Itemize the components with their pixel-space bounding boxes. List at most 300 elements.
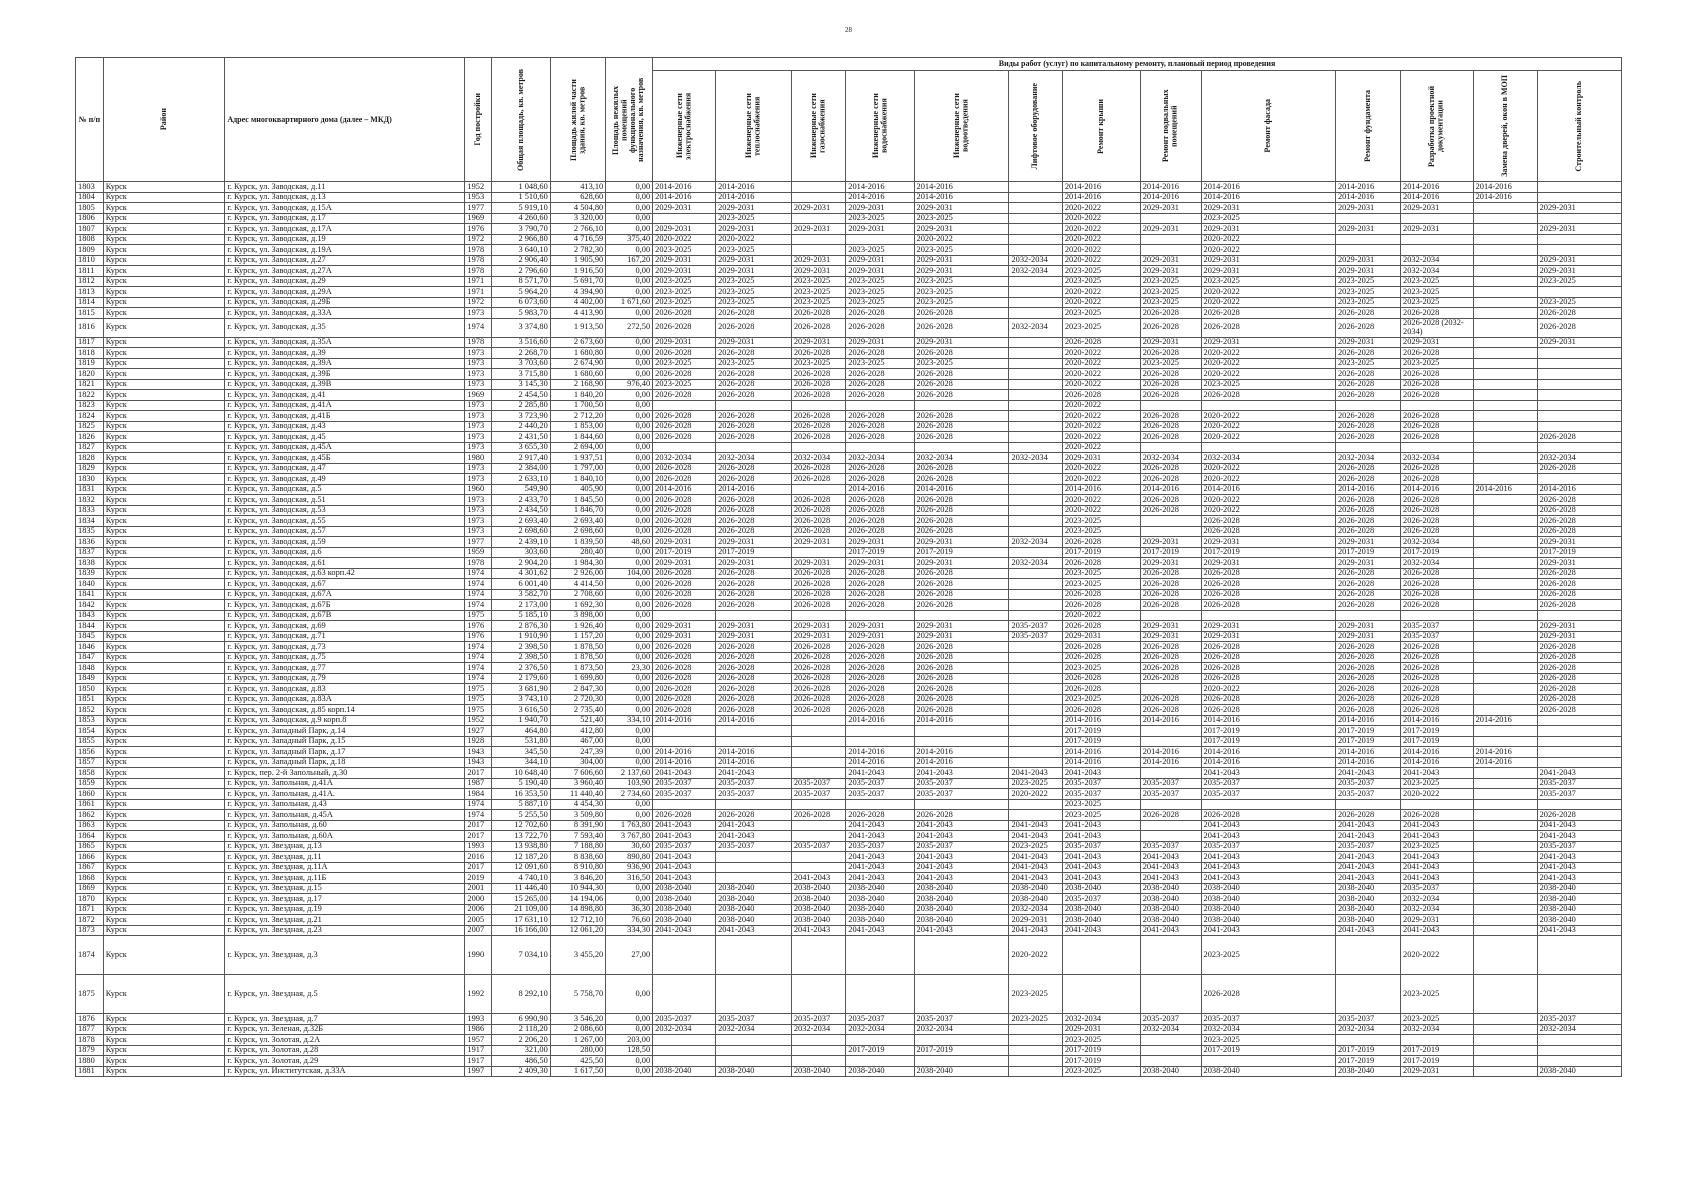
total-area-cell: 6 073,60 <box>492 297 551 308</box>
foundation-period-cell: 2026-2028 <box>1335 526 1400 537</box>
table-header <box>76 58 1622 182</box>
foundation-period-cell <box>1335 213 1400 224</box>
elevator-period-cell: 2023-2025 <box>1009 841 1062 852</box>
foundation-period-cell: 2029-2031 <box>1335 224 1400 235</box>
row-number-cell: 1872 <box>76 915 104 926</box>
sewerage-period-cell <box>914 975 1009 1014</box>
elevator-period-cell <box>1009 694 1062 705</box>
electric-period-cell: 2026-2028 <box>653 516 716 527</box>
facade-period-cell: 2023-2025 <box>1201 213 1335 224</box>
total-area-cell: 5 919,10 <box>492 203 551 214</box>
sewerage-period-cell: 2026-2028 <box>914 673 1009 684</box>
living-area-cell: 1 839,50 <box>550 537 605 548</box>
elevator-period-cell: 2041-2043 <box>1009 820 1062 831</box>
roof-period-cell: 2038-2040 <box>1062 904 1140 915</box>
total-area-cell: 344,10 <box>492 757 551 768</box>
roof-period-cell: 2023-2025 <box>1062 568 1140 579</box>
gas-period-cell: 2032-2034 <box>791 1024 845 1035</box>
address-cell: г. Курск, ул. Заводская, д.41Б <box>225 411 465 422</box>
build-year-cell: 1971 <box>465 276 492 287</box>
living-area-cell: 4 504,80 <box>550 203 605 214</box>
elevator-period-cell <box>1009 411 1062 422</box>
water-supply-period-cell: 2026-2028 <box>846 432 914 443</box>
address-cell: г. Курск, ул. Звездная, д.7 <box>225 1014 465 1025</box>
district-cell: Курск <box>103 621 225 632</box>
build-year-cell: 1974 <box>465 642 492 653</box>
sewerage-period-cell: 2014-2016 <box>914 747 1009 758</box>
water-supply-period-cell: 2017-2019 <box>846 1045 914 1056</box>
row-number-cell: 1868 <box>76 873 104 884</box>
total-area-cell: 2 376,50 <box>492 663 551 674</box>
table-row <box>76 831 1622 842</box>
address-cell: г. Курск, ул. Заводская, д.9 корп.8 <box>225 715 465 726</box>
nonresidential-area-cell: 334,30 <box>606 925 653 936</box>
table-row <box>76 820 1622 831</box>
gas-period-cell: 2026-2028 <box>791 369 845 380</box>
water-supply-period-cell: 2026-2028 <box>846 495 914 506</box>
build-year-cell: 1917 <box>465 1056 492 1067</box>
build-year-cell: 2001 <box>465 883 492 894</box>
gas-period-cell: 2038-2040 <box>791 904 845 915</box>
build-year-cell: 1973 <box>465 495 492 506</box>
address-cell: г. Курск, ул. Заводская, д.67 <box>225 579 465 590</box>
district-cell: Курск <box>103 308 225 319</box>
district-cell: Курск <box>103 558 225 569</box>
roof-period-cell: 2014-2016 <box>1062 715 1140 726</box>
construction-control-period-cell: 2041-2043 <box>1537 831 1621 842</box>
sewerage-period-cell <box>914 400 1009 411</box>
construction-control-period-cell: 2017-2019 <box>1537 547 1621 558</box>
basement-period-cell <box>1140 516 1201 527</box>
construction-control-period-cell <box>1537 442 1621 453</box>
total-area-cell: 5 255,50 <box>492 810 551 821</box>
construction-control-period-cell: 2026-2028 <box>1537 673 1621 684</box>
table-row <box>76 894 1622 905</box>
water-supply-period-cell <box>846 936 914 975</box>
electric-period-cell: 2026-2028 <box>653 421 716 432</box>
address-cell: г. Курск, ул. Звездная, д.11Б <box>225 873 465 884</box>
district-cell: Курск <box>103 495 225 506</box>
roof-period-cell <box>1062 975 1140 1014</box>
elevator-period-cell <box>1009 276 1062 287</box>
district-cell: Курск <box>103 600 225 611</box>
living-area-cell: 2 086,60 <box>550 1024 605 1035</box>
electric-period-cell: 2029-2031 <box>653 537 716 548</box>
facade-period-cell: 2020-2022 <box>1201 684 1335 695</box>
electric-period-cell: 2026-2028 <box>653 600 716 611</box>
nonresidential-area-cell: 0,00 <box>606 287 653 298</box>
doors-windows-period-cell <box>1473 432 1537 443</box>
total-area-cell: 8 292,10 <box>492 975 551 1014</box>
sewerage-period-cell: 2041-2043 <box>914 831 1009 842</box>
construction-control-period-cell: 2038-2040 <box>1537 1066 1621 1077</box>
build-year-cell: 1974 <box>465 673 492 684</box>
construction-control-period-cell <box>1537 348 1621 359</box>
living-area-cell: 1 845,50 <box>550 495 605 506</box>
foundation-period-cell: 2026-2028 <box>1335 318 1400 337</box>
table-row <box>76 600 1622 611</box>
doors-windows-period-cell: 2014-2016 <box>1473 484 1537 495</box>
construction-control-period-cell: 2038-2040 <box>1537 915 1621 926</box>
construction-control-period-cell: 2029-2031 <box>1537 558 1621 569</box>
table-row <box>76 203 1622 214</box>
electric-period-cell <box>653 400 716 411</box>
foundation-period-cell: 2017-2019 <box>1335 1056 1400 1067</box>
heating-period-cell: 2038-2040 <box>716 1066 792 1077</box>
doors-windows-period-cell <box>1473 705 1537 716</box>
heating-period-cell: 2026-2028 <box>716 526 792 537</box>
elevator-period-cell: 2023-2025 <box>1009 1014 1062 1025</box>
foundation-period-cell: 2038-2040 <box>1335 883 1400 894</box>
header-works-group: Виды работ (услуг) по капитальному ремонту, плановый период проведения <box>653 58 1622 71</box>
nonresidential-area-cell: 0,00 <box>606 266 653 277</box>
total-area-cell: 5 964,20 <box>492 287 551 298</box>
construction-control-period-cell <box>1537 287 1621 298</box>
district-cell: Курск <box>103 297 225 308</box>
sewerage-period-cell: 2014-2016 <box>914 182 1009 193</box>
basement-period-cell: 2014-2016 <box>1140 484 1201 495</box>
facade-period-cell: 2020-2022 <box>1201 474 1335 485</box>
roof-period-cell: 2014-2016 <box>1062 484 1140 495</box>
water-supply-period-cell: 2029-2031 <box>846 558 914 569</box>
row-number-cell: 1837 <box>76 547 104 558</box>
gas-period-cell: 2026-2028 <box>791 411 845 422</box>
table-row <box>76 474 1622 485</box>
construction-control-period-cell: 2026-2028 <box>1537 663 1621 674</box>
build-year-cell: 1992 <box>465 975 492 1014</box>
basement-period-cell: 2014-2016 <box>1140 182 1201 193</box>
table-row <box>76 276 1622 287</box>
heating-period-cell: 2023-2025 <box>716 358 792 369</box>
row-number-cell: 1820 <box>76 369 104 380</box>
construction-control-period-cell <box>1537 379 1621 390</box>
build-year-cell: 1943 <box>465 747 492 758</box>
doors-windows-period-cell <box>1473 810 1537 821</box>
elevator-period-cell: 2032-2034 <box>1009 558 1062 569</box>
construction-control-period-cell: 2026-2028 <box>1537 652 1621 663</box>
gas-period-cell <box>791 831 845 842</box>
gas-period-cell: 2026-2028 <box>791 516 845 527</box>
build-year-cell: 1975 <box>465 610 492 621</box>
row-number-cell: 1844 <box>76 621 104 632</box>
electric-period-cell: 2023-2025 <box>653 276 716 287</box>
table-row <box>76 841 1622 852</box>
basement-period-cell <box>1140 610 1201 621</box>
nonresidential-area-cell: 0,00 <box>606 474 653 485</box>
electric-period-cell: 2014-2016 <box>653 192 716 203</box>
facade-period-cell: 2026-2028 <box>1201 694 1335 705</box>
basement-period-cell: 2029-2031 <box>1140 631 1201 642</box>
living-area-cell: 12 061,20 <box>550 925 605 936</box>
build-year-cell: 1927 <box>465 726 492 737</box>
construction-control-period-cell: 2023-2025 <box>1537 276 1621 287</box>
roof-period-cell: 2026-2028 <box>1062 652 1140 663</box>
heating-period-cell: 2041-2043 <box>716 768 792 779</box>
gas-period-cell: 2026-2028 <box>791 348 845 359</box>
header-sewerage: Инженерные сети водоотведения <box>914 71 1009 182</box>
row-number-cell: 1805 <box>76 203 104 214</box>
basement-period-cell: 2014-2016 <box>1140 747 1201 758</box>
living-area-cell: 7 188,80 <box>550 841 605 852</box>
facade-period-cell: 2026-2028 <box>1201 318 1335 337</box>
living-area-cell: 5 758,70 <box>550 975 605 1014</box>
doors-windows-period-cell <box>1473 234 1537 245</box>
roof-period-cell: 2023-2025 <box>1062 799 1140 810</box>
sewerage-period-cell: 2014-2016 <box>914 715 1009 726</box>
total-area-cell: 321,00 <box>492 1045 551 1056</box>
gas-period-cell: 2026-2028 <box>791 589 845 600</box>
district-cell: Курск <box>103 1066 225 1077</box>
roof-period-cell: 2041-2043 <box>1062 852 1140 863</box>
heating-period-cell: 2029-2031 <box>716 537 792 548</box>
total-area-cell: 531,80 <box>492 736 551 747</box>
living-area-cell: 8 391,90 <box>550 820 605 831</box>
total-area-cell: 6 990,90 <box>492 1014 551 1025</box>
heating-period-cell: 2026-2028 <box>716 684 792 695</box>
facade-period-cell: 2017-2019 <box>1201 547 1335 558</box>
project-docs-period-cell: 2035-2037 <box>1401 621 1474 632</box>
row-number-cell: 1830 <box>76 474 104 485</box>
facade-period-cell: 2041-2043 <box>1201 862 1335 873</box>
construction-control-period-cell: 2041-2043 <box>1537 820 1621 831</box>
basement-period-cell: 2026-2028 <box>1140 421 1201 432</box>
address-cell: г. Курск, ул. Заводская, д.29 <box>225 276 465 287</box>
gas-period-cell: 2026-2028 <box>791 600 845 611</box>
elevator-period-cell <box>1009 642 1062 653</box>
total-area-cell: 3 640,10 <box>492 245 551 256</box>
row-number-cell: 1846 <box>76 642 104 653</box>
gas-period-cell <box>791 400 845 411</box>
district-cell: Курск <box>103 337 225 348</box>
water-supply-period-cell: 2041-2043 <box>846 925 914 936</box>
facade-period-cell: 2020-2022 <box>1201 505 1335 516</box>
water-supply-period-cell: 2035-2037 <box>846 1014 914 1025</box>
sewerage-period-cell: 2026-2028 <box>914 684 1009 695</box>
sewerage-period-cell: 2035-2037 <box>914 1014 1009 1025</box>
project-docs-period-cell: 2014-2016 <box>1401 757 1474 768</box>
heating-period-cell: 2035-2037 <box>716 778 792 789</box>
roof-period-cell: 2020-2022 <box>1062 245 1140 256</box>
row-number-cell: 1855 <box>76 736 104 747</box>
sewerage-period-cell: 2041-2043 <box>914 820 1009 831</box>
nonresidential-area-cell: 48,60 <box>606 537 653 548</box>
row-number-cell: 1870 <box>76 894 104 905</box>
total-area-cell: 2 431,50 <box>492 432 551 443</box>
nonresidential-area-cell: 36,30 <box>606 904 653 915</box>
roof-period-cell: 2020-2022 <box>1062 474 1140 485</box>
project-docs-period-cell: 2026-2028 <box>1401 379 1474 390</box>
nonresidential-area-cell: 0,00 <box>606 694 653 705</box>
foundation-period-cell: 2026-2028 <box>1335 432 1400 443</box>
elevator-period-cell <box>1009 484 1062 495</box>
row-number-cell: 1869 <box>76 883 104 894</box>
nonresidential-area-cell: 104,00 <box>606 568 653 579</box>
basement-period-cell <box>1140 1045 1201 1056</box>
elevator-period-cell: 2032-2034 <box>1009 266 1062 277</box>
gas-period-cell <box>791 484 845 495</box>
total-area-cell: 464,80 <box>492 726 551 737</box>
row-number-cell: 1851 <box>76 694 104 705</box>
address-cell: г. Курск, ул. Институтская, д.33А <box>225 1066 465 1077</box>
heating-period-cell: 2026-2028 <box>716 390 792 401</box>
water-supply-period-cell: 2041-2043 <box>846 852 914 863</box>
project-docs-period-cell: 2026-2028 <box>1401 684 1474 695</box>
sewerage-period-cell: 2026-2028 <box>914 568 1009 579</box>
row-number-cell: 1814 <box>76 297 104 308</box>
gas-period-cell: 2026-2028 <box>791 673 845 684</box>
nonresidential-area-cell: 0,00 <box>606 308 653 319</box>
roof-period-cell: 2023-2025 <box>1062 526 1140 537</box>
facade-period-cell: 2014-2016 <box>1201 747 1335 758</box>
heating-period-cell <box>716 400 792 411</box>
project-docs-period-cell <box>1401 442 1474 453</box>
district-cell: Курск <box>103 266 225 277</box>
water-supply-period-cell: 2041-2043 <box>846 831 914 842</box>
header-year: Год постройки <box>465 58 492 182</box>
address-cell: г. Курск, ул. Запольная, д.60 <box>225 820 465 831</box>
project-docs-period-cell: 2032-2034 <box>1401 266 1474 277</box>
electric-period-cell <box>653 1045 716 1056</box>
facade-period-cell: 2038-2040 <box>1201 1066 1335 1077</box>
sewerage-period-cell: 2041-2043 <box>914 925 1009 936</box>
district-cell: Курск <box>103 411 225 422</box>
facade-period-cell: 2029-2031 <box>1201 621 1335 632</box>
project-docs-period-cell: 2023-2025 <box>1401 358 1474 369</box>
basement-period-cell: 2032-2034 <box>1140 453 1201 464</box>
doors-windows-period-cell <box>1473 537 1537 548</box>
total-area-cell: 3 516,60 <box>492 337 551 348</box>
basement-period-cell: 2038-2040 <box>1140 915 1201 926</box>
nonresidential-area-cell: 203,00 <box>606 1035 653 1046</box>
nonresidential-area-cell: 0,00 <box>606 600 653 611</box>
row-number-cell: 1817 <box>76 337 104 348</box>
doors-windows-period-cell <box>1473 474 1537 485</box>
build-year-cell: 1984 <box>465 789 492 800</box>
construction-control-period-cell: 2026-2028 <box>1537 318 1621 337</box>
sewerage-period-cell: 2026-2028 <box>914 810 1009 821</box>
project-docs-period-cell: 2026-2028 <box>1401 673 1474 684</box>
heating-period-cell: 2026-2028 <box>716 308 792 319</box>
electric-period-cell: 2023-2025 <box>653 245 716 256</box>
construction-control-period-cell <box>1537 358 1621 369</box>
gas-period-cell <box>791 610 845 621</box>
water-supply-period-cell: 2026-2028 <box>846 421 914 432</box>
foundation-period-cell: 2026-2028 <box>1335 421 1400 432</box>
elevator-period-cell <box>1009 747 1062 758</box>
elevator-period-cell: 2041-2043 <box>1009 873 1062 884</box>
living-area-cell: 2 735,40 <box>550 705 605 716</box>
water-supply-period-cell: 2026-2028 <box>846 526 914 537</box>
table-row <box>76 213 1622 224</box>
living-area-cell: 280,00 <box>550 1045 605 1056</box>
living-area-cell: 2 708,60 <box>550 589 605 600</box>
table-body <box>76 182 1622 1077</box>
living-area-cell: 521,40 <box>550 715 605 726</box>
project-docs-period-cell <box>1401 610 1474 621</box>
district-cell: Курск <box>103 255 225 266</box>
address-cell: г. Курск, ул. Заводская, д.39 <box>225 348 465 359</box>
roof-period-cell: 2020-2022 <box>1062 411 1140 422</box>
address-cell: г. Курск, ул. Заводская, д.77 <box>225 663 465 674</box>
build-year-cell: 1973 <box>465 474 492 485</box>
project-docs-period-cell: 2026-2028 <box>1401 600 1474 611</box>
basement-period-cell: 2026-2028 <box>1140 694 1201 705</box>
table-row <box>76 537 1622 548</box>
living-area-cell: 405,90 <box>550 484 605 495</box>
living-area-cell: 5 691,70 <box>550 276 605 287</box>
roof-period-cell: 2026-2028 <box>1062 390 1140 401</box>
sewerage-period-cell: 2023-2025 <box>914 213 1009 224</box>
roof-period-cell: 2029-2031 <box>1062 1024 1140 1035</box>
heating-period-cell: 2035-2037 <box>716 789 792 800</box>
header-construction-control: Строительный контроль <box>1537 71 1621 182</box>
roof-period-cell: 2020-2022 <box>1062 421 1140 432</box>
address-cell: г. Курск, ул. Заводская, д.29А <box>225 287 465 298</box>
header-address: Адрес многоквартирного дома (далее – МКД) <box>225 58 465 182</box>
capital-repair-table <box>75 57 1622 1077</box>
doors-windows-period-cell <box>1473 547 1537 558</box>
doors-windows-period-cell <box>1473 411 1537 422</box>
elevator-period-cell <box>1009 1045 1062 1056</box>
header-roof: Ремонт крыши <box>1062 71 1140 182</box>
address-cell: г. Курск, ул. Заводская, д.19 <box>225 234 465 245</box>
address-cell: г. Курск, ул. Заводская, д.67В <box>225 610 465 621</box>
nonresidential-area-cell: 0,00 <box>606 1014 653 1025</box>
electric-period-cell: 2026-2028 <box>653 568 716 579</box>
heating-period-cell: 2014-2016 <box>716 484 792 495</box>
total-area-cell: 2 384,00 <box>492 463 551 474</box>
row-number-cell: 1833 <box>76 505 104 516</box>
electric-period-cell: 2026-2028 <box>653 348 716 359</box>
facade-period-cell: 2017-2019 <box>1201 736 1335 747</box>
basement-period-cell: 2026-2028 <box>1140 579 1201 590</box>
project-docs-period-cell: 2023-2025 <box>1401 841 1474 852</box>
total-area-cell: 2 118,20 <box>492 1024 551 1035</box>
build-year-cell: 2016 <box>465 852 492 863</box>
foundation-period-cell: 2014-2016 <box>1335 192 1400 203</box>
address-cell: г. Курск, ул. Заводская, д.43 <box>225 421 465 432</box>
water-supply-period-cell: 2026-2028 <box>846 579 914 590</box>
water-supply-period-cell: 2032-2034 <box>846 453 914 464</box>
roof-period-cell: 2041-2043 <box>1062 862 1140 873</box>
table-row <box>76 558 1622 569</box>
gas-period-cell: 2038-2040 <box>791 894 845 905</box>
roof-period-cell: 2029-2031 <box>1062 453 1140 464</box>
foundation-period-cell: 2032-2034 <box>1335 453 1400 464</box>
basement-period-cell <box>1140 234 1201 245</box>
heating-period-cell: 2014-2016 <box>716 715 792 726</box>
basement-period-cell: 2026-2028 <box>1140 308 1201 319</box>
electric-period-cell: 2041-2043 <box>653 925 716 936</box>
district-cell: Курск <box>103 894 225 905</box>
elevator-period-cell <box>1009 192 1062 203</box>
gas-period-cell: 2026-2028 <box>791 390 845 401</box>
foundation-period-cell: 2026-2028 <box>1335 411 1400 422</box>
gas-period-cell: 2026-2028 <box>791 474 845 485</box>
doors-windows-period-cell <box>1473 495 1537 506</box>
address-cell: г. Курск, ул. Заводская, д.59 <box>225 537 465 548</box>
gas-period-cell <box>791 547 845 558</box>
address-cell: г. Курск, ул. Заводская, д.17 <box>225 213 465 224</box>
elevator-period-cell <box>1009 547 1062 558</box>
heating-period-cell: 2029-2031 <box>716 203 792 214</box>
total-area-cell: 5 185,10 <box>492 610 551 621</box>
project-docs-period-cell: 2032-2034 <box>1401 255 1474 266</box>
district-cell: Курск <box>103 505 225 516</box>
electric-period-cell: 2026-2028 <box>653 390 716 401</box>
sewerage-period-cell: 2038-2040 <box>914 1066 1009 1077</box>
sewerage-period-cell: 2038-2040 <box>914 915 1009 926</box>
